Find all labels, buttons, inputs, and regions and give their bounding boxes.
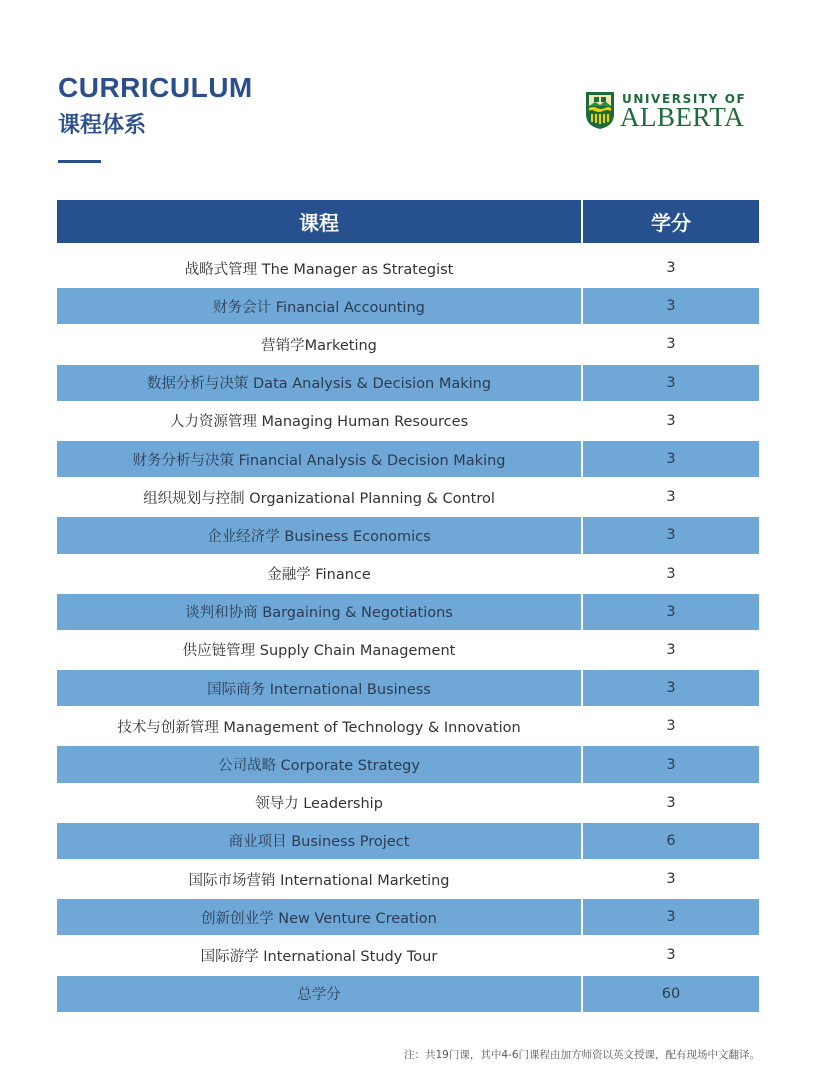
course-name-cell: 组织规划与控制 Organizational Planning & Control [143, 490, 495, 507]
credits-cell: 3 [666, 412, 676, 429]
credits-cell: 3 [666, 794, 676, 811]
course-name-cell: 财务会计 Financial Accounting [57, 288, 581, 324]
table-row [57, 288, 759, 324]
page-title-en: CURRICULUM [58, 72, 253, 103]
course-name-cell: 人力资源管理 Managing Human Resources [169, 414, 469, 431]
table-row [57, 403, 759, 439]
table-row [57, 670, 759, 706]
credits-cell: 3 [666, 947, 676, 964]
table-row [57, 861, 759, 897]
table-row [57, 899, 759, 935]
table-row [57, 632, 759, 668]
table-header-row [57, 200, 759, 243]
credits-cell: 3 [583, 670, 759, 706]
university-logo [585, 90, 755, 132]
credits-cell: 3 [583, 365, 759, 401]
course-name-cell: 国际商务 International Business [57, 670, 581, 706]
shield-crest-icon [585, 90, 615, 130]
credits-cell: 3 [583, 594, 759, 630]
table-row [57, 479, 759, 515]
table-row [57, 326, 759, 362]
course-name-cell: 国际市场营销 International Marketing [188, 872, 450, 889]
table-body [57, 250, 759, 1012]
credits-cell: 3 [666, 871, 676, 888]
table-row [57, 785, 759, 821]
credits-cell: 3 [583, 288, 759, 324]
course-name-cell: 技术与创新管理 Management of Technology & Innovation [117, 719, 521, 736]
course-name-cell: 金融学 Finance [267, 567, 371, 584]
credits-cell: 3 [666, 260, 676, 277]
course-name-cell: 公司战略 Corporate Strategy [57, 746, 581, 782]
table-row [57, 556, 759, 592]
course-name-cell: 数据分析与决策 Data Analysis & Decision Making [57, 365, 581, 401]
credits-cell: 6 [583, 823, 759, 859]
course-name-cell: 供应链管理 Supply Chain Management [182, 643, 456, 660]
column-header-course: 课程 [57, 200, 581, 243]
credits-cell: 3 [583, 899, 759, 935]
course-name-cell: 创新创业学 New Venture Creation [57, 899, 581, 935]
page-title-zh: 课程体系 [58, 113, 147, 138]
column-header-credits: 学分 [583, 200, 759, 243]
logo-line1: UNIVERSITY OF [622, 92, 747, 106]
course-name-cell: 总学分 [57, 976, 581, 1012]
credits-cell: 3 [583, 746, 759, 782]
logo-line2: ALBERTA [620, 102, 745, 132]
table-row [57, 746, 759, 782]
table-row [57, 250, 759, 286]
table-row [57, 441, 759, 477]
course-name-cell: 企业经济学 Business Economics [57, 517, 581, 553]
title-underline [58, 160, 101, 163]
credits-cell: 3 [583, 517, 759, 553]
credits-cell: 60 [583, 976, 759, 1012]
course-name-cell: 营销学Marketing [261, 337, 377, 354]
course-name-cell: 商业项目 Business Project [57, 823, 581, 859]
credits-cell: 3 [583, 441, 759, 477]
course-name-cell: 国际游学 International Study Tour [200, 948, 438, 965]
table-row [57, 937, 759, 973]
course-name-cell: 领导力 Leadership [255, 796, 383, 813]
table-row [57, 823, 759, 859]
credits-cell: 3 [666, 336, 676, 353]
credits-cell: 3 [666, 641, 676, 658]
total-row [57, 976, 759, 1012]
table-row [57, 594, 759, 630]
course-name-cell: 财务分析与决策 Financial Analysis & Decision Making [57, 441, 581, 477]
table-row [57, 708, 759, 744]
course-name-cell: 谈判和协商 Bargaining & Negotiations [57, 594, 581, 630]
table-row [57, 517, 759, 553]
credits-cell: 3 [666, 565, 676, 582]
table-row [57, 365, 759, 401]
curriculum-table [57, 200, 759, 1014]
course-name-cell: 战略式管理 The Manager as Strategist [184, 261, 454, 278]
credits-cell: 3 [666, 718, 676, 735]
footnote: 注：共19门课，其中4-6门课程由加方师资以英文授课，配有现场中文翻译。 [403, 1049, 760, 1061]
credits-cell: 3 [666, 489, 676, 506]
